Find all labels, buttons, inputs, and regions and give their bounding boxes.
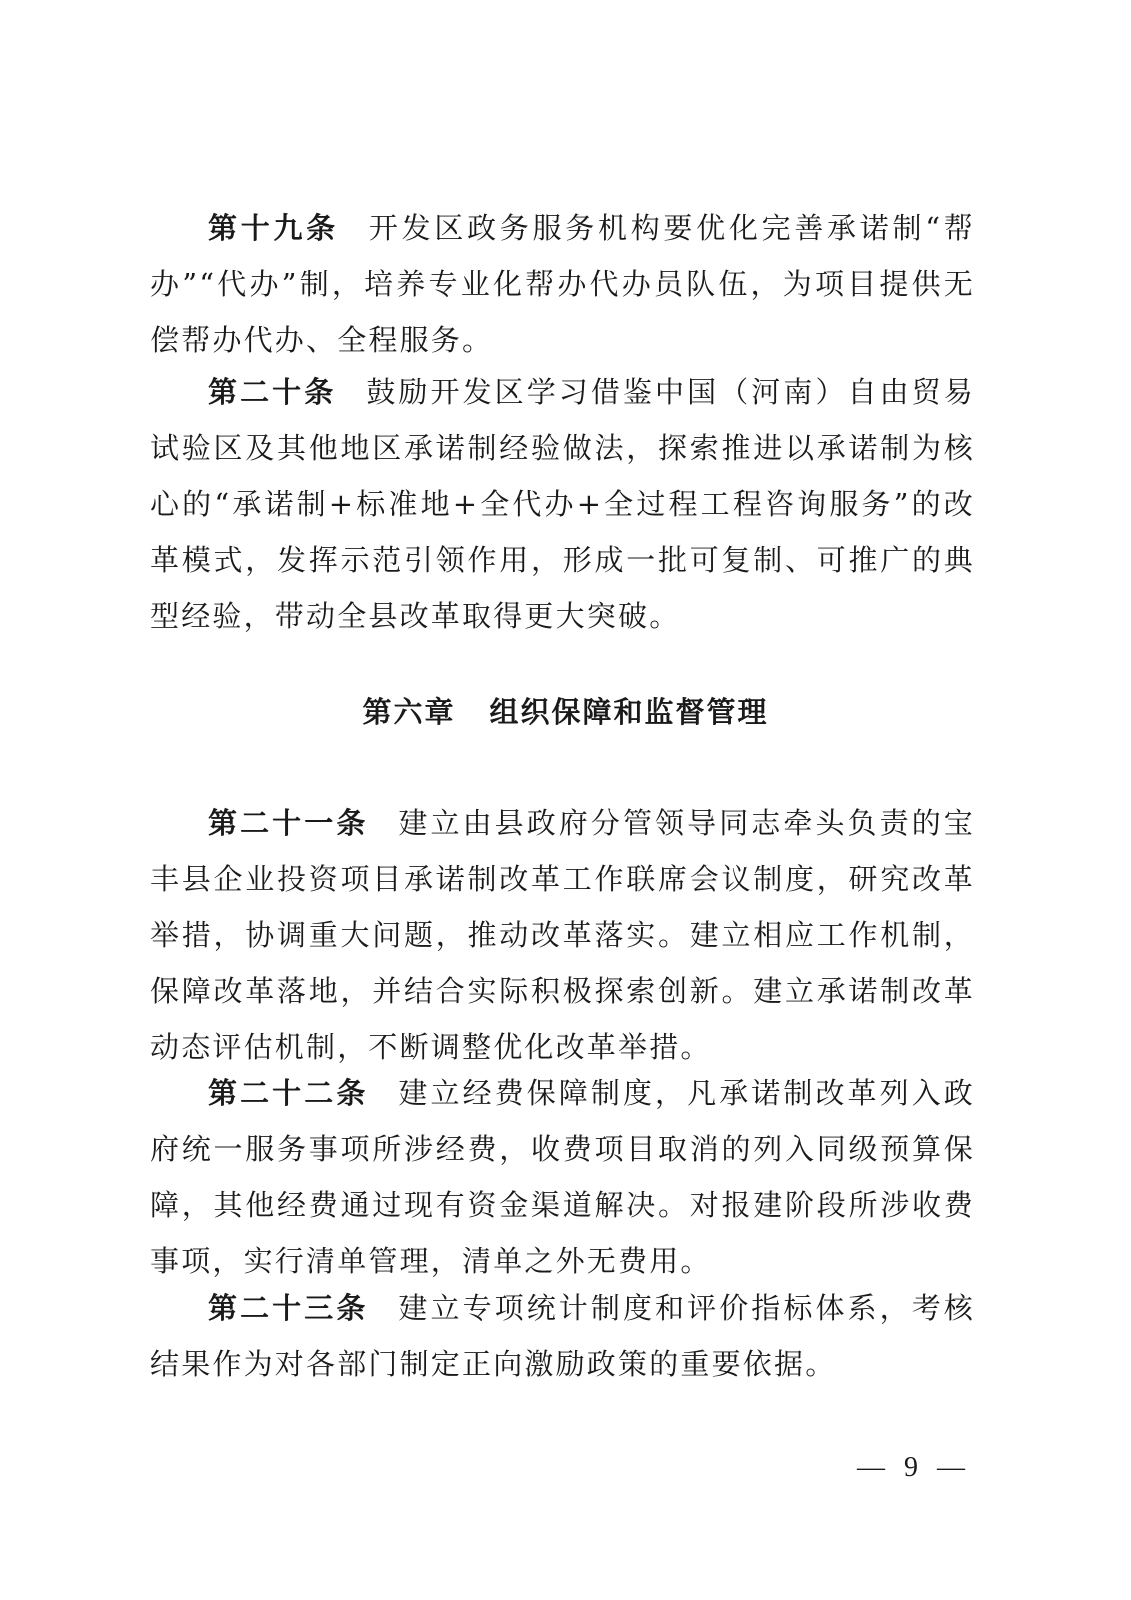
article-heading: 第二十三条 — [208, 1291, 369, 1325]
article-heading: 第十九条 — [208, 211, 339, 245]
article-body: 鼓励开发区学习借鉴中国（河南）自由贸易试验区及其他地区承诺制经验做法，探索推进以承诺制为核心的“承诺制+标准地+全代办+全过程工程咨询服务”的改革模式，发挥示范引领作用，形成一批可复制、可推广的典型经验，带动全县改革取得更大突破。 — [150, 375, 975, 633]
article-20 — [150, 364, 975, 644]
chapter-title — [0, 690, 1131, 731]
article-heading: 第二十条 — [208, 375, 337, 409]
chapter-number: 第六章 — [362, 695, 456, 729]
article-body: 建立经费保障制度，凡承诺制改革列入政府统一服务事项所涉经费，收费项目取消的列入同级预算保障，其他经费通过现有资金渠道解决。对报建阶段所涉收费事项，实行清单管理，清单之外无费用。 — [150, 1076, 975, 1278]
article-19 — [150, 200, 975, 368]
article-body: 建立专项统计制度和评价指标体系，考核结果作为对各部门制定正向激励政策的重要依据。 — [150, 1291, 975, 1381]
article-21 — [150, 795, 975, 1075]
page-number: — 9 — — [857, 1452, 971, 1483]
article-23 — [150, 1280, 975, 1392]
article-body: 建立由县政府分管领导同志牵头负责的宝丰县企业投资项目承诺制改革工作联席会议制度，研究改革举措，协调重大问题，推动改革落实。建立相应工作机制，保障改革落地，并结合实际积极探索创新。建立承诺制改革动态评估机制，不断调整优化改革举措。 — [150, 806, 975, 1064]
article-heading: 第二十一条 — [208, 806, 369, 840]
article-body: 开发区政务服务机构要优化完善承诺制“帮办”“代办”制，培养专业化帮办代办员队伍，为项目提供无偿帮办代办、全程服务。 — [150, 211, 975, 357]
article-heading: 第二十二条 — [208, 1076, 369, 1110]
chapter-name: 组织保障和监督管理 — [489, 695, 769, 729]
article-22 — [150, 1065, 975, 1289]
